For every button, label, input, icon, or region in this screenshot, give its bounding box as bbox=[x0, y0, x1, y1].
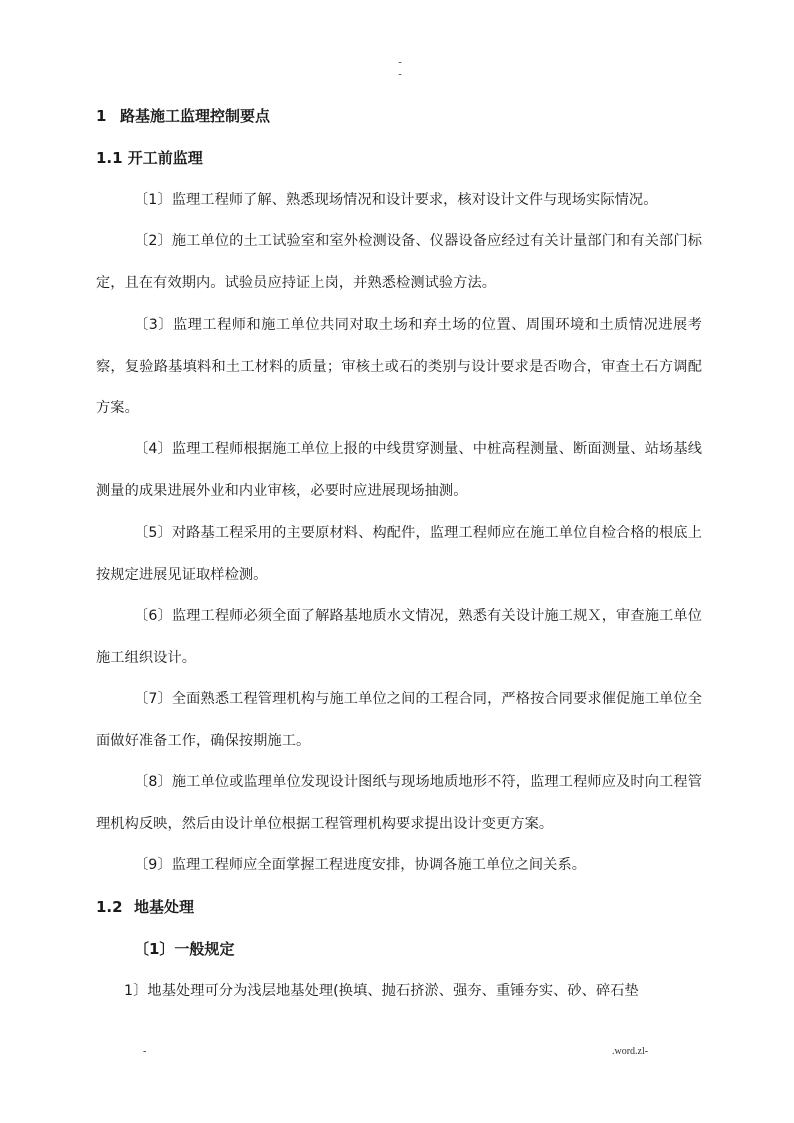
section-title: 地基处理 bbox=[134, 898, 195, 916]
subsection-heading: 〔1〕一般规定 bbox=[134, 940, 235, 958]
header-mark: - bbox=[398, 69, 402, 80]
section-heading-1-1: 1.1 开工前监理 bbox=[96, 149, 203, 167]
heading-1-number: 1 bbox=[96, 107, 107, 125]
paragraph: 〔1〕监理工程师了解、熟悉现场情况和设计要求，核对设计文件与现场实际情况。 bbox=[134, 192, 658, 208]
paragraph: 〔8〕施工单位或监理单位发现设计图纸与现场地质地形不符，监理工程师应及时向工程管理机构反映，然后由设计单位根据工程管理机构要求提出设计变更方案。 bbox=[96, 774, 702, 832]
paragraph: 〔2〕施工单位的土工试验室和室外检测设备、仪器设备应经过有关计量部门和有关部门标定，且在有效期内。试验员应持证上岗，并熟悉检测试验方法。 bbox=[96, 233, 702, 291]
heading-1-title: 路基施工监理控制要点 bbox=[120, 107, 271, 125]
paragraph: 〔3〕监理工程师和施工单位共同对取土场和弃土场的位置、周围环境和土质情况进展考察，复验路基填料和土工材料的质量；审核土或石的类别与设计要求是否吻合，审查土石方调配方案。 bbox=[96, 317, 702, 417]
list-item: 1〕地基处理可分为浅层地基处理(换填、抛石挤淤、强夯、重锤夯实、砂、碎石垫 bbox=[124, 983, 639, 999]
header-mark: - bbox=[398, 57, 402, 68]
section-heading-1-2 bbox=[96, 895, 194, 919]
paragraph: 〔6〕监理工程师必须全面了解路基地质水文情况，熟悉有关设计施工规Ｘ，审查施工单位施工组织设计。 bbox=[96, 608, 702, 666]
paragraph: 〔5〕对路基工程采用的主要原材料、构配件，监理工程师应在施工单位自检合格的根底上按规定进展见证取样检测。 bbox=[96, 525, 702, 583]
paragraph: 〔4〕监理工程师根据施工单位上报的中线贯穿测量、中桩高程测量、断面测量、站场基线测量的成果进展外业和内业审核，必要时应进展现场抽测。 bbox=[96, 441, 702, 499]
footer-right: .word.zl- bbox=[612, 1046, 649, 1057]
heading-1 bbox=[96, 104, 270, 128]
footer-left: - bbox=[143, 1046, 147, 1057]
section-number: 1.2 bbox=[96, 898, 123, 916]
paragraph: 〔9〕监理工程师应全面掌握工程进度安排，协调各施工单位之间关系。 bbox=[134, 857, 587, 873]
paragraph: 〔7〕全面熟悉工程管理机构与施工单位之间的工程合同，严格按合同要求催促施工单位全面做好准备工作，确保按期施工。 bbox=[96, 691, 702, 749]
